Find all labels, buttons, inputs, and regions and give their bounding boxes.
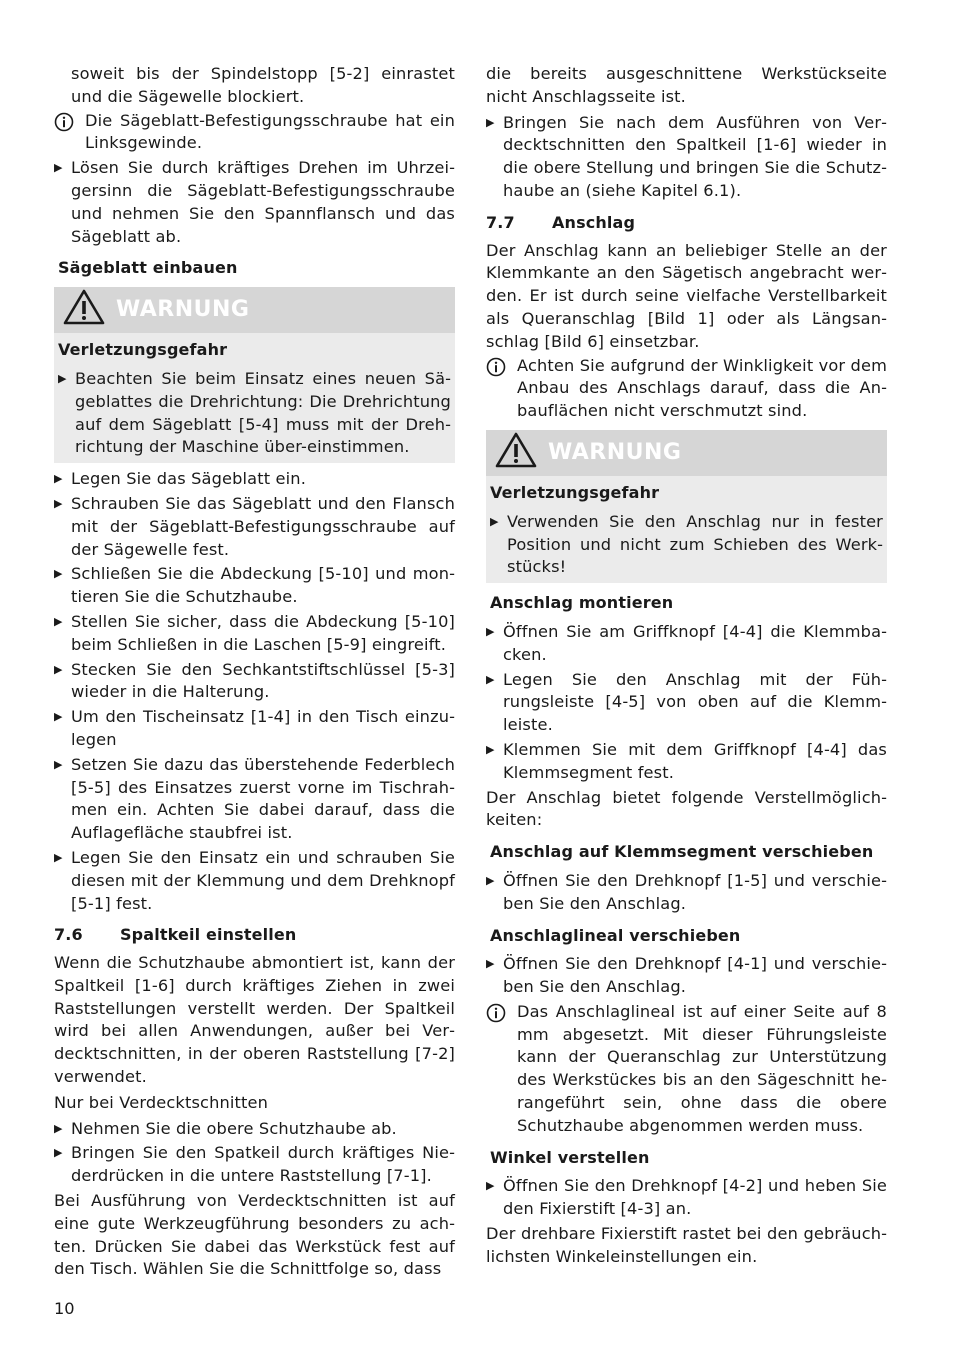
list-item: ▶ Verwenden Sie den Anschlag nur in fester Position und nicht zum Schieben des Werkstücks!	[490, 511, 883, 577]
list-item: ▶ Öffnen Sie am Griffknopf [4-4] die Klemmbacken.	[486, 621, 887, 664]
info-note	[486, 355, 887, 423]
info-icon	[486, 355, 517, 384]
bullet-triangle-icon: ▶	[54, 1121, 63, 1135]
warning-icon	[62, 288, 106, 333]
info-note	[54, 110, 455, 156]
section-heading	[486, 212, 887, 235]
paragraph: Der drehbare Fixierstift rastet bei den gebräuchlichsten Winkeleinstellungen ein.	[486, 1224, 887, 1266]
section-number: 7.6	[54, 925, 83, 945]
subheading: Anschlag montieren	[490, 593, 674, 613]
list-item: ▶ Stecken Sie den Sechkantstiftschlüssel [5-3] wieder in die Halterung.	[54, 659, 455, 702]
info-text: Das Anschlaglineal ist auf einer Seite auf 8 mm abgesetzt. Mit dieser Führungsleiste kann der Queranschlag zur Unterstützung des Werkstückes bis an den Sägeschnitt herangeführt sein, ohne dass die obere Schutzhaube abgenommen werden muss.	[517, 1001, 887, 1135]
warning-box	[486, 430, 887, 583]
section-title: Spaltkeil einstellen	[120, 925, 297, 945]
list-item: ▶ Legen Sie das Sägeblatt ein.	[54, 468, 455, 491]
section-number: 7.7	[486, 212, 515, 232]
list-item: ▶ Beachten Sie beim Einsatz eines neuen Sägeblattes die Drehrichtung: Die Drehrichtung auf dem Sägeblatt [5-4] muss mit der Drehrichtung der Maschine über-einstimmen.	[58, 368, 451, 457]
right-column	[486, 63, 887, 1269]
bullet-triangle-icon: ▶	[486, 1179, 495, 1193]
list-item: ▶ Klemmen Sie mit dem Griffknopf [4-4] das Klemmsegment fest.	[486, 739, 887, 782]
bullet-triangle-icon: ▶	[486, 672, 495, 686]
warning-title: WARNUNG	[548, 439, 682, 465]
paragraph-continuation: die bereits ausgeschnittene Werkstückseite nicht Anschlagsseite ist.	[486, 64, 887, 106]
bullet-triangle-icon: ▶	[486, 742, 495, 756]
info-note	[486, 1001, 887, 1138]
paragraph-continuation: soweit bis der Spindelstopp [5-2] einrastet und die Sägewelle blockiert.	[71, 64, 455, 106]
list-item: ▶ Um den Tischeinsatz [1-4] in den Tisch einzulegen	[54, 707, 455, 749]
bullet-triangle-icon: ▶	[58, 371, 67, 385]
bullet-triangle-icon: ▶	[486, 115, 495, 129]
list-item: ▶ Legen Sie den Einsatz ein und schrauben Sie diesen mit der Klemmung und dem Drehknopf [5-1] fest.	[54, 847, 455, 913]
subheading: Anschlag auf Klemmsegment verschieben	[490, 842, 874, 862]
warning-subtitle: Verletzungsgefahr	[58, 340, 228, 360]
list-item: ▶ Öffnen Sie den Drehknopf [4-2] und heben Sie den Fixierstift [4-3] an.	[486, 1176, 887, 1219]
bullet-triangle-icon: ▶	[54, 662, 63, 676]
list-item: ▶ Schließen Sie die Abdeckung [5-10] und montieren Sie die Schutzhaube.	[54, 564, 455, 607]
list-item: ▶ Bringen Sie den Spatkeil durch kräftiges Niederdrücken in die untere Raststellung [7-1].	[54, 1143, 455, 1186]
bullet-triangle-icon: ▶	[486, 624, 495, 638]
left-column	[54, 63, 455, 1281]
list-item: ▶ Lösen Sie durch kräftiges Drehen im Uhrzeigersinn die Sägeblatt-Befestigungsschraube und nehmen Sie den Spannflansch und das Sägeblatt ab.	[54, 158, 455, 246]
bullet-triangle-icon: ▶	[54, 472, 63, 486]
section-title: Anschlag	[552, 212, 636, 232]
warning-header	[54, 287, 455, 333]
list-item: ▶ Setzen Sie dazu das überstehende Federblech [5-5] des Einsatzes zuerst vorne im Tischrahmen ein. Achten Sie dabei darauf, dass die Auflagefläche staubfrei ist.	[54, 754, 455, 843]
info-icon	[54, 110, 85, 139]
list-item: ▶ Legen Sie den Anschlag mit der Führungsleiste [4-5] von oben auf die Klemmleiste.	[486, 669, 887, 735]
info-icon	[486, 1001, 517, 1030]
paragraph: Bei Ausführung von Verdecktschnitten ist auf eine gute Werkzeugführung besonders zu achten. Drücken Sie dabei das Werkstück fest auf den Tisch. Wählen Sie die Schnittfolge so, dass	[54, 1191, 455, 1279]
list-item: ▶ Bringen Sie nach dem Ausführen von Verdecktschnitten den Spaltkeil [1-6] wieder in die obere Stellung und bringen Sie die Schutzhaube an (siehe Kapitel 6.1).	[486, 112, 887, 200]
paragraph: Wenn die Schutzhaube abmontiert ist, kann der Spaltkeil [1-6] durch kräftiges Ziehen in zwei Raststellungen verstellt werden. Der Spaltkeil wird bei allen Anwendungen, außer bei Verdecktschnitten, in der oberen Raststellung [7-2] verwendet.	[54, 953, 455, 1087]
bullet-triangle-icon: ▶	[54, 567, 63, 581]
list-item: ▶ Stellen Sie sicher, dass die Abdeckung [5-10] beim Schließen in die Laschen [5-9] eingreift.	[54, 611, 455, 654]
list-item: ▶ Öffnen Sie den Drehknopf [4-1] und verschieben Sie den Anschlag.	[486, 954, 887, 997]
bullet-triangle-icon: ▶	[486, 957, 495, 971]
bullet-triangle-icon: ▶	[490, 514, 499, 528]
warning-box	[54, 287, 455, 463]
bullet-triangle-icon: ▶	[54, 850, 63, 864]
bullet-triangle-icon: ▶	[486, 873, 495, 887]
bullet-triangle-icon: ▶	[54, 757, 63, 771]
bullet-triangle-icon: ▶	[54, 710, 63, 724]
list-item: ▶ Nehmen Sie die obere Schutzhaube ab.	[54, 1118, 455, 1141]
warning-title: WARNUNG	[116, 296, 250, 322]
info-text: Die Sägeblatt-Befestigungsschraube hat ein Linksgewinde.	[85, 110, 455, 153]
bullet-triangle-icon: ▶	[54, 496, 63, 510]
paragraph: Der Anschlag bietet folgende Verstellmöglichkeiten:	[486, 787, 887, 830]
warning-subtitle: Verletzungsgefahr	[490, 482, 660, 502]
page-number: 10	[54, 1299, 75, 1318]
bullet-triangle-icon: ▶	[54, 614, 63, 628]
subheading: Sägeblatt einbauen	[58, 258, 238, 278]
warning-header	[486, 430, 887, 476]
bullet-triangle-icon: ▶	[54, 161, 63, 175]
info-text: Achten Sie aufgrund der Winkligkeit vor dem Anbau des Anschlags darauf, dass die Anbauflächen nicht verschmutzt sind.	[517, 355, 887, 421]
section-heading	[54, 924, 455, 947]
bullet-triangle-icon: ▶	[54, 1146, 63, 1160]
list-item: ▶ Schrauben Sie das Sägeblatt und den Flansch mit der Sägeblatt-Befestigungsschraube auf der Sägewelle fest.	[54, 493, 455, 559]
subheading: Winkel verstellen	[490, 1147, 650, 1167]
paragraph: Der Anschlag kann an beliebiger Stelle an der Klemmkante an den Sägetisch angebracht werden. Er ist durch seine vielfache Verstellbarkeit als Queranschlag [Bild 1] oder als Längsanschlag [Bild 6] einsetzbar.	[486, 240, 887, 351]
subheading: Anschlaglineal verschieben	[490, 925, 741, 945]
paragraph: Nur bei Verdecktschnitten	[54, 1092, 269, 1112]
warning-icon	[494, 431, 538, 476]
list-item: ▶ Öffnen Sie den Drehknopf [1-5] und verschieben Sie den Anschlag.	[486, 870, 887, 913]
